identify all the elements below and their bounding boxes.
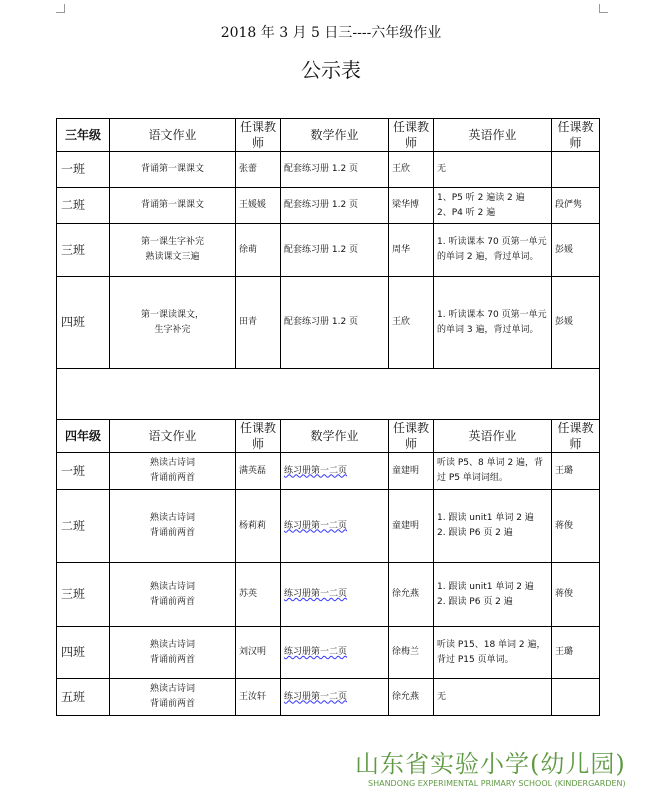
english-teacher-cell: 彭媛	[552, 277, 600, 369]
table-row	[57, 188, 600, 224]
english-teacher-header: 任课教师	[552, 420, 600, 453]
math-teacher-cell: 徐允燕	[389, 563, 434, 627]
math-header: 数学作业	[281, 119, 389, 152]
english-homework-cell: 1. 跟读 unit1 单词 2 遍 2. 跟读 P6 页 2 遍	[434, 563, 552, 627]
class-cell: 一班	[57, 152, 110, 188]
english-teacher-cell: 蒋俊	[552, 490, 600, 563]
school-watermark-english: SHANDONG EXPERIMENTAL PRIMARY SCHOOL (KINDERGARDEN)	[368, 779, 626, 788]
chinese-teacher-cell: 王媛媛	[236, 188, 281, 224]
class-cell: 二班	[57, 188, 110, 224]
english-homework-cell: 听读 P5、8 单词 2 遍，背过 P5 单词词组。	[434, 453, 552, 490]
table-row	[57, 453, 600, 490]
chinese-teacher-cell: 苏英	[236, 563, 281, 627]
chinese-homework-cell: 熟读古诗词 背诵前两首	[110, 679, 236, 716]
chinese-homework-cell: 第一课生字补完 熟读课文三遍	[110, 224, 236, 277]
document-subtitle: 公示表	[301, 58, 361, 82]
spacer-cell	[57, 369, 600, 420]
english-teacher-header: 任课教师	[552, 119, 600, 152]
grade3-label: 三年级	[57, 119, 110, 152]
math-homework-cell: 配套练习册 1.2 页	[281, 152, 389, 188]
table-row	[57, 563, 600, 627]
chinese-homework-cell: 熟读古诗词 背诵前两首	[110, 627, 236, 679]
english-teacher-cell: 段俨隽	[552, 188, 600, 224]
math-teacher-cell: 徐梅兰	[389, 627, 434, 679]
math-homework-cell: 练习册第一二页	[281, 679, 389, 716]
english-homework-cell: 1. 听读课本 70 页第一单元的单词 3 遍，背过单词。	[434, 277, 552, 369]
homework-table-body	[57, 119, 600, 716]
math-teacher-cell: 周华	[389, 224, 434, 277]
chinese-teacher-cell: 徐萌	[236, 224, 281, 277]
spacer-row	[57, 369, 600, 420]
grade4-header-row	[57, 420, 600, 453]
math-teacher-cell: 童建明	[389, 453, 434, 490]
chinese-header: 语文作业	[110, 420, 236, 453]
chinese-header: 语文作业	[110, 119, 236, 152]
english-homework-cell: 1、P5 听 2 遍读 2 遍 2、P4 听 2 遍	[434, 188, 552, 224]
grade3-header-row	[57, 119, 600, 152]
chinese-homework-cell: 熟读古诗词 背诵前两首	[110, 453, 236, 490]
english-teacher-cell: 彭媛	[552, 224, 600, 277]
document-title: 2018 年 3 月 5 日三----六年级作业	[220, 25, 442, 41]
math-homework-cell: 练习册第一二页	[281, 627, 389, 679]
homework-table	[56, 118, 600, 716]
english-teacher-cell	[552, 679, 600, 716]
math-header: 数学作业	[281, 420, 389, 453]
english-homework-cell: 1. 跟读 unit1 单词 2 遍 2. 跟读 P6 页 2 遍	[434, 490, 552, 563]
english-header: 英语作业	[434, 420, 552, 453]
table-row	[57, 277, 600, 369]
english-homework-cell: 无	[434, 679, 552, 716]
chinese-teacher-cell: 张蕾	[236, 152, 281, 188]
english-teacher-cell: 蒋俊	[552, 563, 600, 627]
class-cell: 二班	[57, 490, 110, 563]
math-homework-cell: 练习册第一二页	[281, 453, 389, 490]
class-cell: 三班	[57, 563, 110, 627]
chinese-teacher-cell: 王汝轩	[236, 679, 281, 716]
math-homework-cell: 练习册第一二页	[281, 490, 389, 563]
class-cell: 五班	[57, 679, 110, 716]
english-homework-cell: 无	[434, 152, 552, 188]
school-watermark-chinese: 山东省实验小学(幼儿园)	[355, 750, 626, 778]
chinese-teacher-cell: 田青	[236, 277, 281, 369]
english-homework-cell: 1. 听读课本 70 页第一单元的单词 2 遍，背过单词。	[434, 224, 552, 277]
table-row	[57, 490, 600, 563]
chinese-homework-cell: 第一课读课文， 生字补完	[110, 277, 236, 369]
math-teacher-header: 任课教师	[389, 420, 434, 453]
chinese-teacher-cell: 刘汉明	[236, 627, 281, 679]
chinese-teacher-cell: 满英磊	[236, 453, 281, 490]
chinese-homework-cell: 熟读古诗词 背诵前两首	[110, 563, 236, 627]
chinese-teacher-header: 任课教师	[236, 119, 281, 152]
math-homework-cell: 练习册第一二页	[281, 563, 389, 627]
english-header: 英语作业	[434, 119, 552, 152]
math-homework-cell: 配套练习册 1.2 页	[281, 224, 389, 277]
english-homework-cell: 听读 P15、18 单词 2 遍，背过 P15 页单词。	[434, 627, 552, 679]
math-teacher-cell: 王欣	[389, 152, 434, 188]
chinese-homework-cell: 背诵第一课课文	[110, 188, 236, 224]
math-teacher-cell: 童建明	[389, 490, 434, 563]
chinese-teacher-cell: 杨莉莉	[236, 490, 281, 563]
table-row	[57, 679, 600, 716]
class-cell: 三班	[57, 224, 110, 277]
class-cell: 四班	[57, 277, 110, 369]
chinese-homework-cell: 熟读古诗词 背诵前两首	[110, 490, 236, 563]
crop-mark-top-left	[56, 4, 65, 13]
math-teacher-cell: 梁华博	[389, 188, 434, 224]
grade4-label: 四年级	[57, 420, 110, 453]
math-teacher-cell: 王欣	[389, 277, 434, 369]
chinese-teacher-header: 任课教师	[236, 420, 281, 453]
chinese-homework-cell: 背诵第一课课文	[110, 152, 236, 188]
math-homework-cell: 配套练习册 1.2 页	[281, 277, 389, 369]
table-row	[57, 627, 600, 679]
class-cell: 四班	[57, 627, 110, 679]
table-row	[57, 224, 600, 277]
class-cell: 一班	[57, 453, 110, 490]
math-teacher-header: 任课教师	[389, 119, 434, 152]
english-teacher-cell	[552, 152, 600, 188]
crop-mark-top-right	[599, 4, 608, 13]
math-teacher-cell: 徐允燕	[389, 679, 434, 716]
math-homework-cell: 配套练习册 1.2 页	[281, 188, 389, 224]
english-teacher-cell: 王璐	[552, 453, 600, 490]
english-teacher-cell: 王璐	[552, 627, 600, 679]
table-row	[57, 152, 600, 188]
